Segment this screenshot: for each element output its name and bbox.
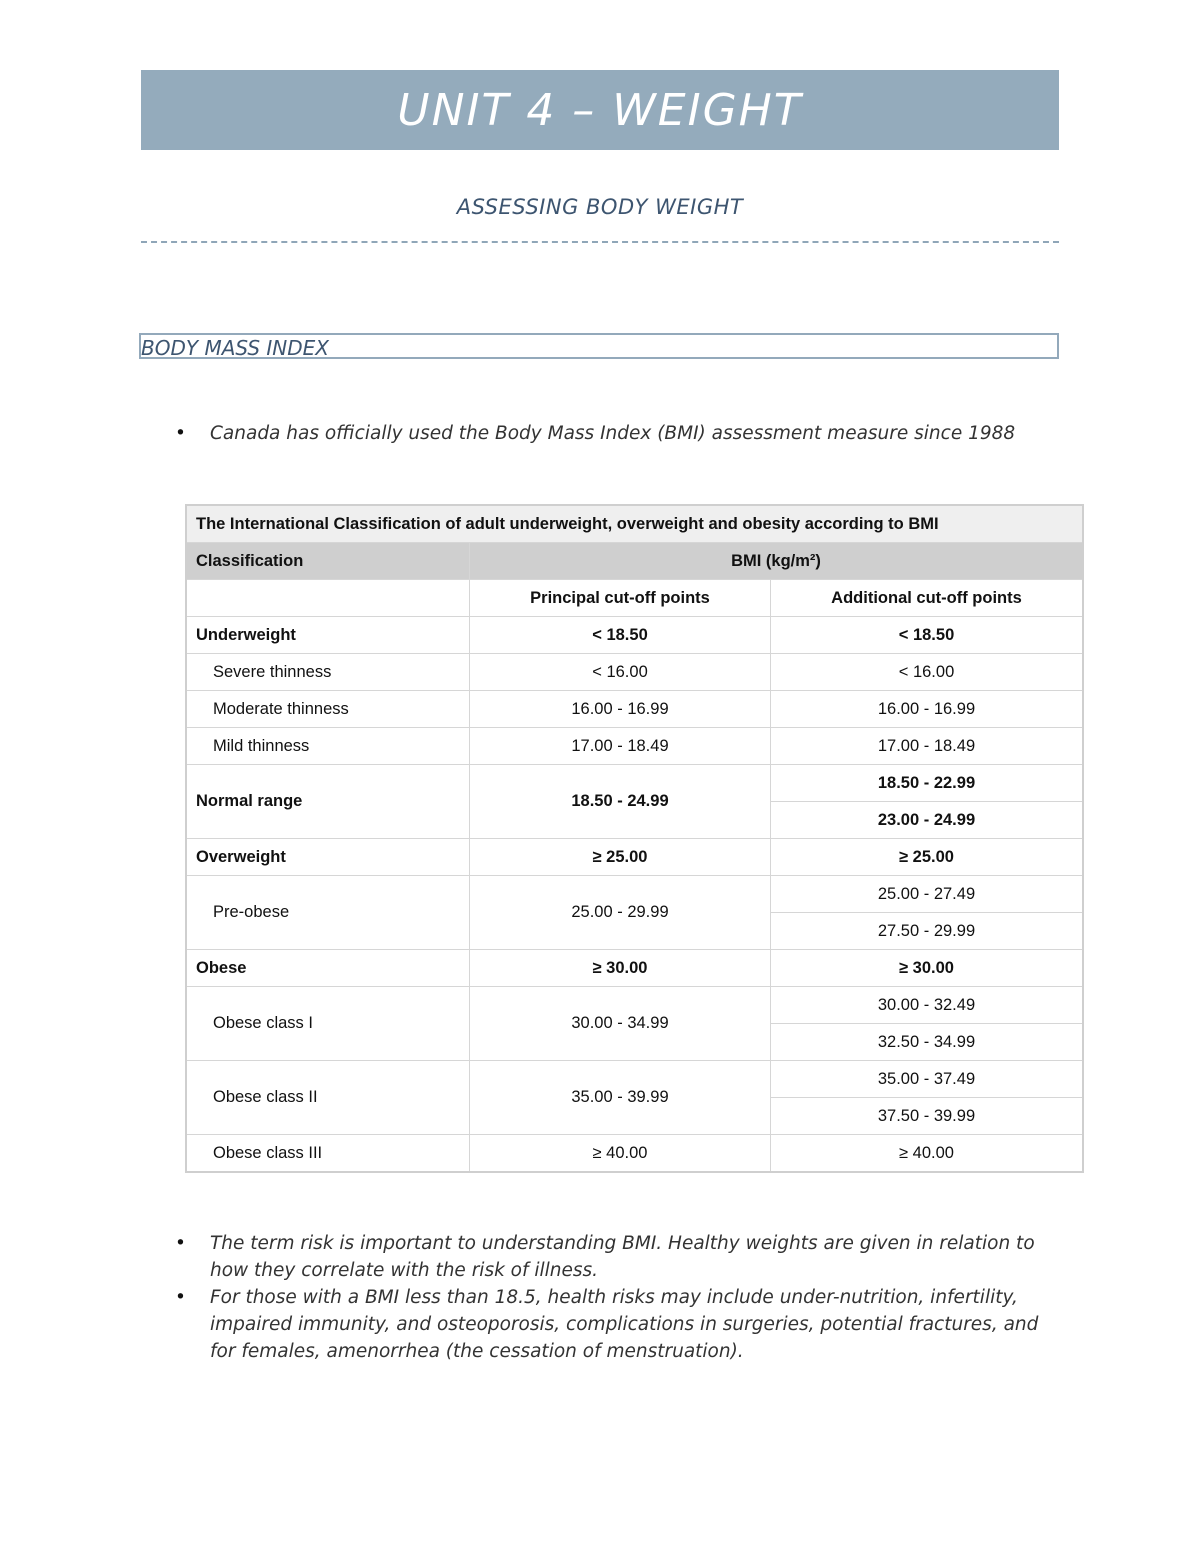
header-classification: Classification [186,543,470,580]
row-principal: 18.50 - 24.99 [470,765,771,839]
subheader-additional: Additional cut-off points [771,580,1084,617]
bullet-item: • For those with a BMI less than 18.5, health risks may include under-nutrition, infertility, impaired immunity, and osteoporosis, complications in surgeries, potential fractures, and for females, amenorrhea (the cessation of menstruation). [175,1284,1055,1365]
row-additional: 32.50 - 34.99 [771,1024,1084,1061]
bullet-item: • The term risk is important to understanding BMI. Healthy weights are given in relation to how they correlate with the risk of illness. [175,1230,1055,1284]
row-additional: 23.00 - 24.99 [771,802,1084,839]
table-row [186,950,1083,987]
table-caption: The International Classification of adult underweight, overweight and obesity according to BMI [186,505,1083,543]
row-additional: ≥ 25.00 [771,839,1084,876]
table-row [186,1135,1083,1173]
row-label: Severe thinness [186,654,470,691]
table-row [186,839,1083,876]
table-row [186,765,1083,802]
row-principal: < 18.50 [470,617,771,654]
bmi-classification-table [185,504,1084,1173]
row-additional: 35.00 - 37.49 [771,1061,1084,1098]
subheader-empty [186,580,470,617]
table-row [186,617,1083,654]
row-label: Obese class III [186,1135,470,1173]
table-row [186,987,1083,1024]
section-heading: BODY MASS INDEX [141,336,330,360]
page-title: UNIT 4 – WEIGHT [397,84,803,136]
row-additional: 27.50 - 29.99 [771,913,1084,950]
row-principal: 17.00 - 18.49 [470,728,771,765]
table-caption-row [186,505,1083,543]
row-label: Overweight [186,839,470,876]
row-label: Mild thinness [186,728,470,765]
row-principal: < 16.00 [470,654,771,691]
page-subtitle: ASSESSING BODY WEIGHT [456,195,744,219]
subheader-principal: Principal cut-off points [470,580,771,617]
table-row [186,728,1083,765]
row-label: Underweight [186,617,470,654]
row-principal: 35.00 - 39.99 [470,1061,771,1135]
row-label: Pre-obese [186,876,470,950]
row-additional: 30.00 - 32.49 [771,987,1084,1024]
table-row [186,654,1083,691]
row-label: Obese class I [186,987,470,1061]
row-additional: 37.50 - 39.99 [771,1098,1084,1135]
row-additional: 16.00 - 16.99 [771,691,1084,728]
table-row [186,1061,1083,1098]
row-additional: 25.00 - 27.49 [771,876,1084,913]
row-principal: 16.00 - 16.99 [470,691,771,728]
row-additional: 17.00 - 18.49 [771,728,1084,765]
row-principal: ≥ 30.00 [470,950,771,987]
bullet-list-bottom [175,1230,1055,1365]
header-bmi: BMI (kg/m²) [470,543,1084,580]
row-principal: 30.00 - 34.99 [470,987,771,1061]
row-additional: < 18.50 [771,617,1084,654]
row-additional: ≥ 30.00 [771,950,1084,987]
row-principal: ≥ 25.00 [470,839,771,876]
table-row [186,876,1083,913]
row-additional: < 16.00 [771,654,1084,691]
title-banner [141,70,1059,150]
section-heading-box [139,333,1059,359]
table-header-row [186,543,1083,580]
bullet-list-top [175,420,1055,447]
row-additional: 18.50 - 22.99 [771,765,1084,802]
row-label: Moderate thinness [186,691,470,728]
row-principal: 25.00 - 29.99 [470,876,771,950]
bullet-item: • Canada has officially used the Body Mass Index (BMI) assessment measure since 1988 [175,420,1055,447]
table-subheader-row [186,580,1083,617]
row-label: Obese class II [186,1061,470,1135]
row-label: Normal range [186,765,470,839]
row-label: Obese [186,950,470,987]
subtitle-divider [141,241,1059,243]
table-row [186,691,1083,728]
row-principal: ≥ 40.00 [470,1135,771,1173]
row-additional: ≥ 40.00 [771,1135,1084,1173]
